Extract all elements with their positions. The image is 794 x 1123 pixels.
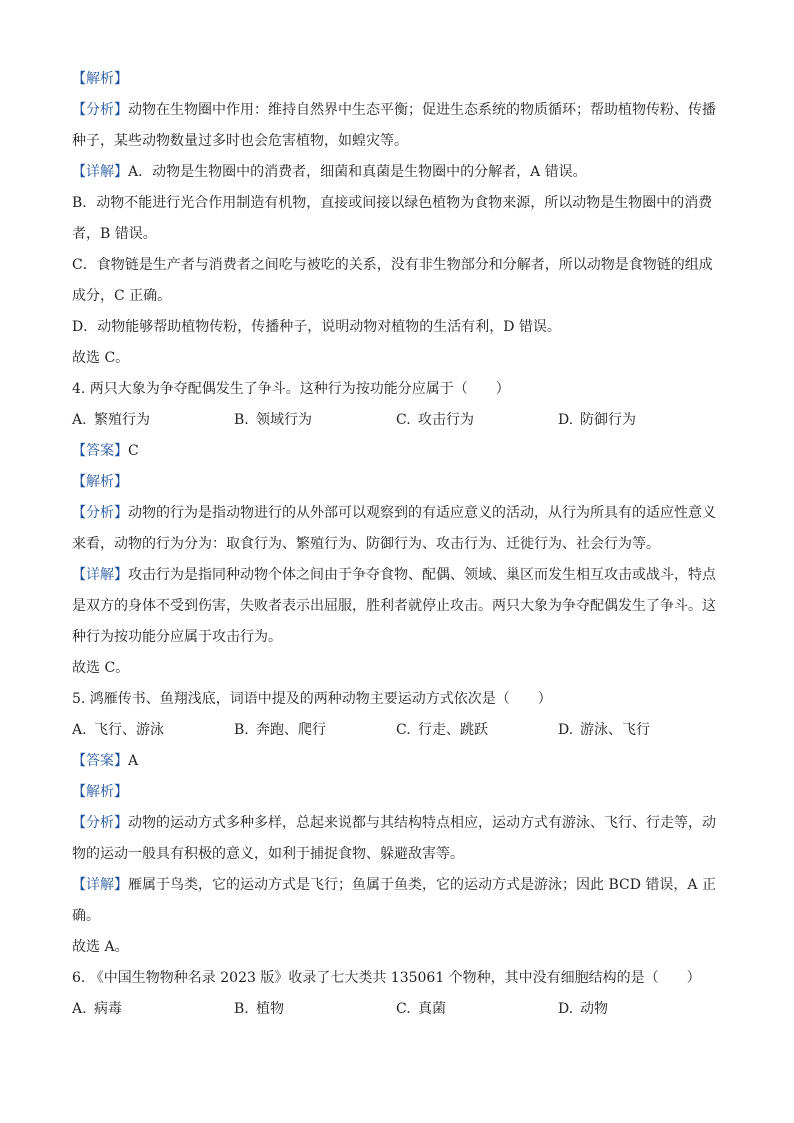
q4-answer-value: C	[128, 443, 139, 459]
q5-answer	[72, 746, 722, 777]
q4-fenxi-line-1: 【分析】动物的行为是指动物进行的从外部可以观察到的有适应意义的活动，从行为所具有的适应性意义	[72, 505, 716, 521]
answer-tag: 【答案】	[72, 753, 128, 769]
q3-option-b-line-2: 者，B 错误。	[72, 226, 157, 242]
q6-option-a: A. 病毒	[72, 1001, 122, 1017]
q5-question: 5. 鸿雁传书、鱼翔浅底，词语中提及的两种动物主要运动方式依次是（ ）	[72, 691, 552, 707]
q3-option-b-line-1: B．动物不能进行光合作用制造有机物，直接或间接以绿色植物为食物来源，所以动物是生物圈中的消费	[72, 195, 713, 211]
q6-option-c: C. 真菌	[396, 1001, 446, 1017]
q6-option-d: D. 动物	[558, 1001, 608, 1017]
xiangjie-tag: 【详解】	[72, 567, 128, 583]
q5-option-a: A. 飞行、游泳	[72, 722, 164, 738]
q6-question: 6. 《中国生物物种名录 2023 版》收录了七大类共 135061 个物种，其中没有细胞结构的是（ ）	[72, 970, 701, 986]
q5-option-c: C. 行走、跳跃	[396, 722, 488, 738]
q3-fenxi-line-2: 种子，某些动物数量过多时也会危害植物，如蝗灾等。	[72, 133, 408, 149]
q3-fenxi-text-1: 动物在生物圈中作用：维持自然界中生态平衡；促进生态系统的物质循环；帮助植物传粉、传播	[128, 102, 716, 118]
q3-conclusion: 故选 C。	[72, 350, 130, 366]
analysis-tag: 【解析】	[72, 71, 128, 87]
q4-question: 4. 两只大象为争夺配偶发生了争斗。这种行为按功能分应属于（ ）	[72, 381, 510, 397]
xiangjie-tag: 【详解】	[72, 164, 128, 180]
q4-analysis-heading	[72, 467, 722, 498]
q5-conclusion: 故选 A。	[72, 939, 129, 955]
answer-tag: 【答案】	[72, 443, 128, 459]
q6-option-b: B. 植物	[234, 1001, 284, 1017]
q4-conclusion: 故选 C。	[72, 660, 130, 676]
q4-option-b: B. 领域行为	[234, 412, 312, 428]
q5-xiangjie-line-1: 【详解】雁属于鸟类，它的运动方式是飞行；鱼属于鱼类，它的运动方式是游泳；因此 BCD 错误，A 正	[72, 877, 716, 893]
q5-answer-value: A	[128, 753, 139, 769]
q3-xiangjie-a: A．动物是生物圈中的消费者，细菌和真菌是生物圈中的分解者，A 错误。	[128, 164, 587, 180]
q5-xiangjie-line-2: 确。	[72, 908, 100, 924]
q4-answer	[72, 436, 722, 467]
q5-option-d: D. 游泳、飞行	[558, 722, 650, 738]
q5-options	[72, 715, 722, 746]
analysis-tag: 【解析】	[72, 784, 128, 800]
q3-xiangjie-line	[72, 157, 722, 188]
q4-fenxi-line-2: 来看，动物的行为分为：取食行为、繁殖行为、防御行为、攻击行为、迁徙行为、社会行为等。	[72, 536, 660, 552]
q4-option-d: D. 防御行为	[558, 412, 636, 428]
q3-option-c-line-2: 成分，C 正确。	[72, 288, 172, 304]
q4-xiangjie-line-1: 【详解】攻击行为是指同种动物个体之间由于争夺食物、配偶、领域、巢区而发生相互攻击或战斗，特点	[72, 567, 716, 583]
q5-fenxi-line-2: 物的运动一般具有积极的意义，如利于捕捉食物、躲避敌害等。	[72, 846, 464, 862]
q3-analysis-heading	[72, 64, 722, 95]
analysis-tag: 【解析】	[72, 474, 128, 490]
q4-xiangjie-line-3: 种行为按功能分应属于攻击行为。	[72, 629, 282, 645]
q5-option-b: B. 奔跑、爬行	[234, 722, 326, 738]
q3-fenxi-line-1	[72, 95, 722, 126]
q5-analysis-heading	[72, 777, 722, 808]
fenxi-tag: 【分析】	[72, 815, 128, 831]
q3-option-c-line-1: C．食物链是生产者与消费者之间吃与被吃的关系，没有非生物部分和分解者，所以动物是食物链的组成	[72, 257, 713, 273]
q4-options	[72, 405, 722, 436]
q5-fenxi-line-1: 【分析】动物的运动方式多种多样，总起来说都与其结构特点相应，运动方式有游泳、飞行、行走等，动	[72, 815, 716, 831]
q4-option-c: C. 攻击行为	[396, 412, 474, 428]
xiangjie-tag: 【详解】	[72, 877, 128, 893]
document-page	[72, 64, 722, 1025]
q6-options	[72, 994, 722, 1025]
fenxi-tag: 【分析】	[72, 102, 128, 118]
q4-option-a: A. 繁殖行为	[72, 412, 150, 428]
fenxi-tag: 【分析】	[72, 505, 128, 521]
q4-xiangjie-line-2: 是双方的身体不受到伤害，失败者表示出屈服，胜利者就停止攻击。两只大象为争夺配偶发生了争斗。这	[72, 598, 716, 614]
q3-option-d-line-1: D．动物能够帮助植物传粉，传播种子，说明动物对植物的生活有利，D 错误。	[72, 319, 561, 335]
